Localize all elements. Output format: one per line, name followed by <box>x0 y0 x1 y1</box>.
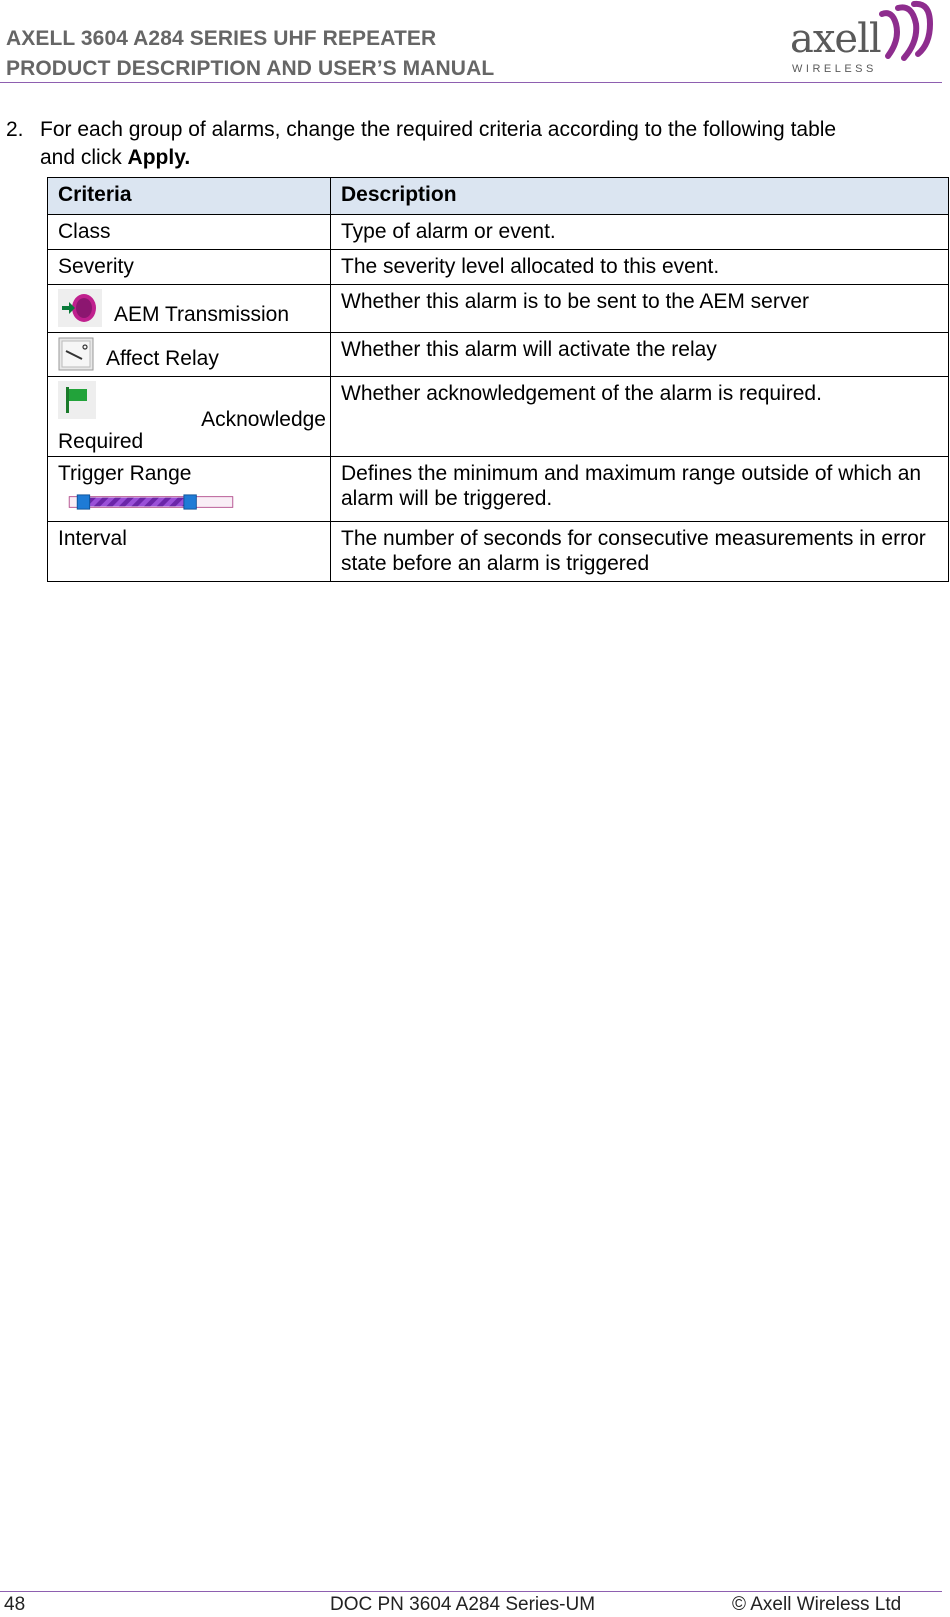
criteria-label-2: Required <box>58 430 144 453</box>
step-text-line-1: For each group of alarms, change the required criteria according to the following table <box>40 118 837 141</box>
table-row <box>48 457 949 522</box>
title-line-1: AXELL 3604 A284 SERIES UHF REPEATER <box>6 27 437 50</box>
table-row <box>48 215 949 250</box>
copyright: © Axell Wireless Ltd <box>732 1594 902 1615</box>
criteria-label: AEM Transmission <box>114 303 290 326</box>
description-cell: Whether this alarm will activate the relay <box>331 333 949 377</box>
step-text-prefix: and click <box>40 146 128 169</box>
axell-wireless-logo <box>788 0 938 80</box>
header-description: Description <box>331 178 949 215</box>
step-number: 2. <box>6 118 24 141</box>
criteria-cell <box>48 285 331 333</box>
criteria-label: Acknowledge <box>201 408 326 431</box>
step-text-line-2 <box>40 144 900 172</box>
logo-subtitle: WIRELESS <box>792 63 877 75</box>
green-flag-icon <box>58 381 96 419</box>
alarm-criteria-table <box>47 177 949 582</box>
table-row <box>48 250 949 285</box>
description-cell: The severity level allocated to this event. <box>331 250 949 285</box>
table-row <box>48 285 949 333</box>
criteria-cell: Class <box>48 215 331 250</box>
table-row <box>48 522 949 582</box>
page-number: 48 <box>4 1594 26 1615</box>
table-header-row <box>48 178 949 215</box>
step-text <box>40 116 900 172</box>
criteria-label: Trigger Range <box>58 462 192 485</box>
criteria-cell <box>48 333 331 377</box>
description-cell: Whether this alarm is to be sent to the AEM server <box>331 285 949 333</box>
criteria-cell <box>48 377 331 457</box>
criteria-cell: Severity <box>48 250 331 285</box>
header-criteria: Criteria <box>48 178 331 215</box>
criteria-cell: Interval <box>48 522 331 582</box>
table-row <box>48 333 949 377</box>
relay-icon <box>58 337 94 371</box>
logo-wordmark: axell <box>790 16 881 62</box>
description-cell: The number of seconds for consecutive measurements in error state before an alarm is triggered <box>331 522 949 582</box>
title-line-2: PRODUCT DESCRIPTION AND USER’S MANUAL <box>6 57 495 80</box>
description-cell: Defines the minimum and maximum range outside of which an alarm will be triggered. <box>331 457 949 522</box>
trigger-range-slider <box>58 494 244 510</box>
document-number: DOC PN 3604 A284 Series-UM <box>330 1594 596 1615</box>
criteria-label: Affect Relay <box>106 347 219 370</box>
table-row <box>48 377 949 457</box>
header-divider <box>0 82 942 83</box>
apply-keyword: Apply. <box>127 146 191 169</box>
document-title <box>6 24 494 84</box>
description-cell: Whether acknowledgement of the alarm is required. <box>331 377 949 457</box>
footer-divider <box>0 1591 942 1592</box>
logo-signal-icon <box>874 0 934 62</box>
description-cell: Type of alarm or event. <box>331 215 949 250</box>
aem-transmission-icon <box>58 289 102 327</box>
page-header <box>0 0 950 84</box>
criteria-cell <box>48 457 331 522</box>
